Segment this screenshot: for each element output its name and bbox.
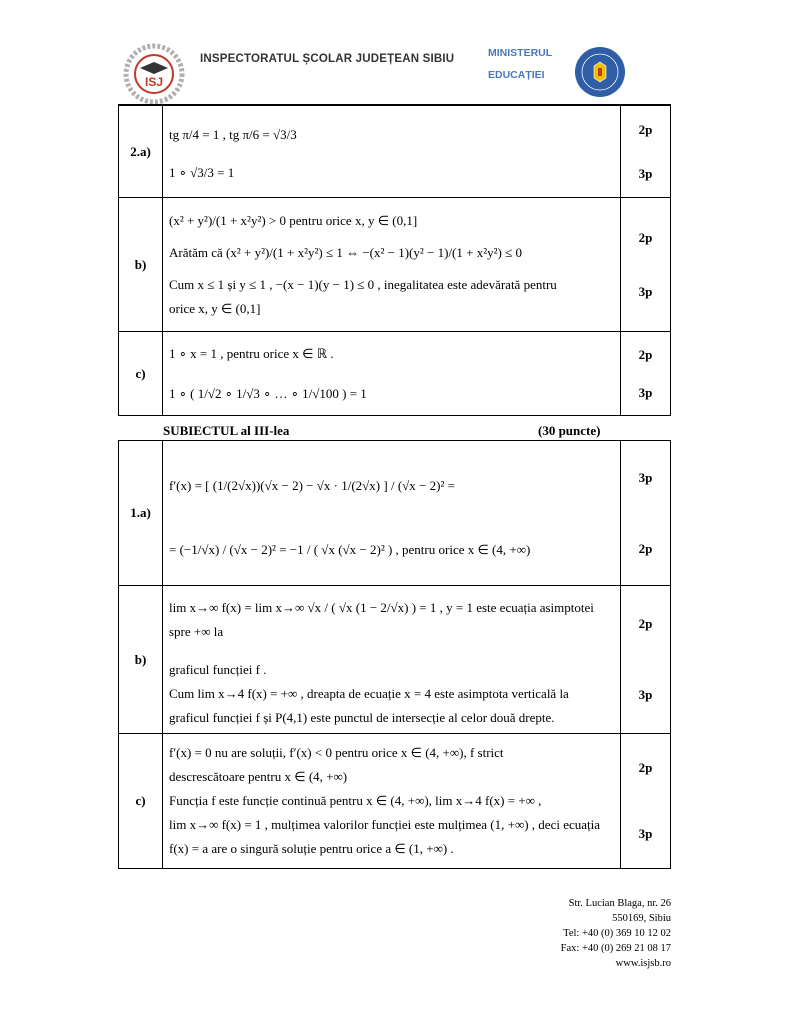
solutions-table-part3 bbox=[118, 440, 671, 869]
footer-address bbox=[561, 896, 671, 971]
row-points bbox=[621, 586, 671, 734]
points-value: 3p bbox=[638, 469, 653, 485]
subject-points: (30 puncte) bbox=[538, 423, 601, 438]
points-value: 3p bbox=[638, 826, 653, 841]
isj-logo-text: ISJ bbox=[144, 75, 164, 89]
formula-line: 1 ∘ x = 1 , pentru orice x ∈ ℝ . bbox=[169, 345, 334, 361]
points-value: 2p bbox=[638, 346, 653, 362]
table-row bbox=[119, 198, 671, 332]
row-points bbox=[621, 198, 671, 332]
inspectorate-title: INSPECTORATUL ȘCOLAR JUDEȚEAN SIBIU bbox=[200, 53, 455, 65]
formula-line: 1 ∘ ( 1/√2 ∘ 1/√3 ∘ … ∘ 1/√100 ) = 1 bbox=[169, 385, 367, 401]
formula-line: f′(x) = [ (1/(2√x))(√x − 2) − √x · 1/(2√x) ] / (√x − 2)² = bbox=[169, 478, 455, 493]
points-value: 3p bbox=[638, 165, 653, 181]
table-row bbox=[119, 586, 671, 734]
formula-line: lim x→∞ f(x) = 1 , mulțimea valorilor funcției este mulțimea (1, +∞) , deci ecuația bbox=[169, 817, 601, 832]
subject-title: SUBIECTUL al III-lea bbox=[163, 423, 290, 438]
formula-line: orice x, y ∈ (0,1] bbox=[169, 300, 261, 316]
formula-line: graficul funcției f . bbox=[169, 661, 267, 677]
formula-line: Cum lim x→4 f(x) = +∞ , dreapta de ecuație x = 4 este asimptota verticală la bbox=[169, 685, 569, 701]
formula-line: Cum x ≤ 1 și y ≤ 1 , −(x − 1)(y − 1) ≤ 0 , inegalitatea este adevărată pentru bbox=[169, 276, 557, 292]
table-row bbox=[119, 441, 671, 586]
row-points bbox=[621, 441, 671, 586]
formula-line: lim x→∞ f(x) = lim x→∞ √x / ( √x (1 − 2/√x) ) = 1 , y = 1 este ecuația asimptotei spre +∞ la bbox=[169, 599, 594, 639]
row-points bbox=[621, 106, 671, 198]
formula-line: descrescătoare pentru x ∈ (4, +∞) bbox=[169, 769, 348, 784]
row-content bbox=[163, 441, 621, 586]
points-value: 3p bbox=[638, 384, 653, 400]
row-label: b) bbox=[119, 586, 163, 734]
footer-street: Str. Lucian Blaga, nr. 26 bbox=[568, 898, 671, 909]
footer-city: 550169, Sibiu bbox=[612, 913, 671, 924]
points-value: 3p bbox=[638, 687, 653, 702]
points-value: 2p bbox=[638, 616, 653, 631]
points-value: 3p bbox=[638, 283, 653, 299]
formula-line: f(x) = a are o singură soluție pentru orice a ∈ (1, +∞) . bbox=[169, 841, 454, 856]
row-content bbox=[163, 586, 621, 734]
formula-line: 1 ∘ √3/3 = 1 bbox=[169, 164, 235, 180]
footer-fax: Fax: +40 (0) 269 21 08 17 bbox=[560, 943, 671, 954]
ministry-line1: MINISTERUL bbox=[488, 47, 553, 59]
ministry-name bbox=[488, 42, 552, 86]
formula-line: graficul funcției f și P(4,1) este punctul de intersecție al celor două drepte. bbox=[169, 709, 555, 725]
row-content bbox=[163, 734, 621, 869]
government-seal-icon bbox=[574, 46, 626, 98]
table-row bbox=[119, 332, 671, 416]
points-value: 2p bbox=[638, 121, 653, 137]
formula-line: tg π/4 = 1 , tg π/6 = √3/3 bbox=[169, 126, 297, 142]
footer-tel: Tel: +40 (0) 369 10 12 02 bbox=[563, 928, 671, 939]
row-label: 1.a) bbox=[119, 441, 163, 586]
row-label: c) bbox=[119, 734, 163, 869]
isj-logo bbox=[122, 42, 186, 106]
solutions-table-part2 bbox=[118, 105, 671, 416]
page-header bbox=[0, 0, 791, 104]
formula-line: Arătăm că (x² + y²)/(1 + x²y²) ≤ 1 ⇔ −(x² − 1)(y² − 1)/(1 + x²y²) ≤ 0 bbox=[169, 244, 522, 260]
table-row bbox=[119, 734, 671, 869]
formula-line: Funcția f este funcție continuă pentru x ∈ (4, +∞), lim x→4 f(x) = +∞ , bbox=[169, 793, 542, 808]
row-points bbox=[621, 734, 671, 869]
row-label: 2.a) bbox=[119, 106, 163, 198]
points-value: 2p bbox=[638, 540, 653, 556]
row-label: b) bbox=[119, 198, 163, 332]
formula-line: = (−1/√x) / (√x − 2)² = −1 / ( √x (√x − 2)² ) , pentru orice x ∈ (4, +∞) bbox=[169, 542, 531, 557]
row-label: c) bbox=[119, 332, 163, 416]
row-content bbox=[163, 332, 621, 416]
ministry-line2: EDUCAȚIEI bbox=[488, 69, 545, 81]
row-content bbox=[163, 106, 621, 198]
footer-website[interactable]: www.isjsb.ro bbox=[615, 958, 671, 969]
table-row bbox=[119, 106, 671, 198]
points-value: 2p bbox=[638, 229, 653, 245]
formula-line: f′(x) = 0 nu are soluții, f′(x) < 0 pentru orice x ∈ (4, +∞), f strict bbox=[169, 745, 504, 760]
row-points bbox=[621, 332, 671, 416]
row-content bbox=[163, 198, 621, 332]
points-value: 2p bbox=[638, 760, 653, 775]
formula-line: (x² + y²)/(1 + x²y²) > 0 pentru orice x, y ∈ (0,1] bbox=[169, 212, 418, 228]
